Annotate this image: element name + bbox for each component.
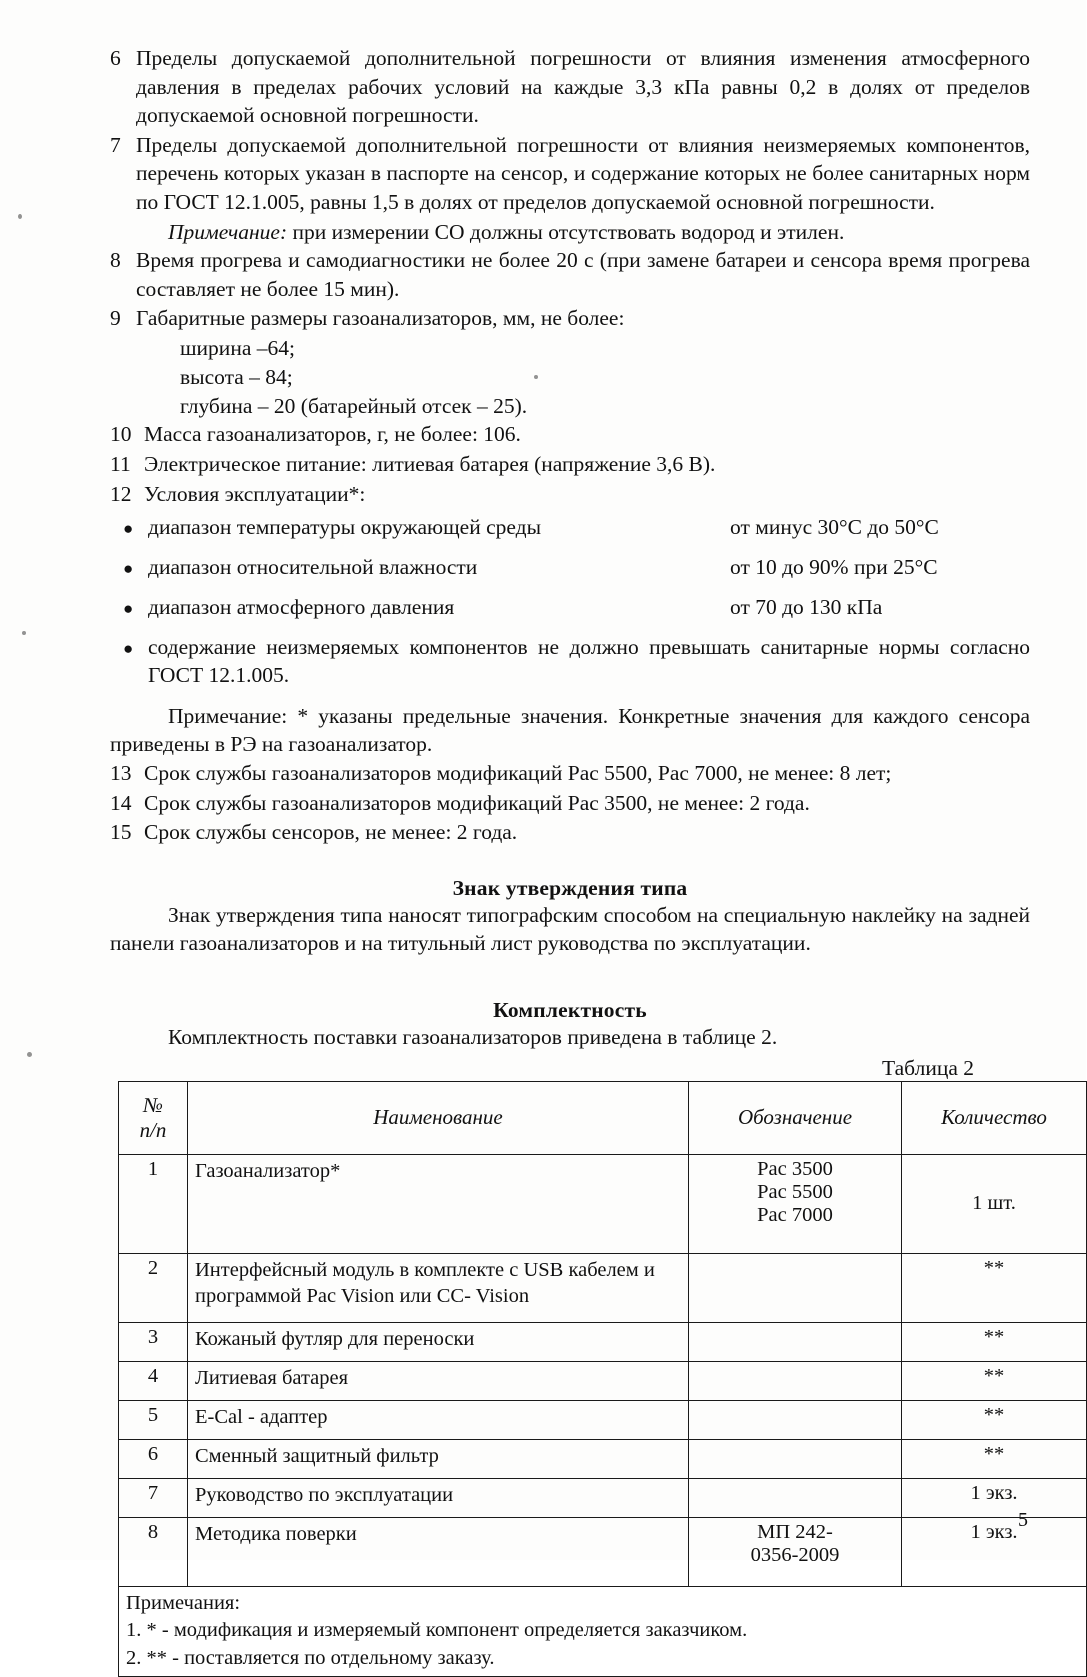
note-star-limits <box>110 702 1030 759</box>
note-co <box>110 218 1030 247</box>
table-row <box>119 1322 1087 1361</box>
clause-13-text: Срок службы газоанализаторов модификаций Pac 5500, Pac 7000, не менее: 8 лет; <box>144 760 892 785</box>
cell-designation <box>689 1322 902 1361</box>
section-paragraph-type-mark: Знак утверждения типа наносят типографским способом на специальную наклейку на задней панели газоанализаторов и на титульный лист руководства по эксплуатации. <box>110 902 1030 956</box>
document-body <box>110 44 1047 1677</box>
cell-number: 5 <box>119 1400 188 1439</box>
clause-13-number: 13 <box>110 760 132 785</box>
completeness-table <box>118 1081 1087 1677</box>
table-row <box>119 1478 1087 1517</box>
clause-12-text: Условия эксплуатации*: <box>144 481 366 506</box>
cell-number: 1 <box>119 1154 188 1253</box>
clause-10 <box>110 420 1030 449</box>
column-header-quantity: Количество <box>902 1081 1087 1154</box>
clause-12 <box>110 480 1030 509</box>
operating-conditions-list <box>110 514 1030 690</box>
cell-quantity: ** <box>902 1253 1087 1322</box>
clause-8-number: 8 <box>110 248 121 273</box>
cell-name: Сменный защитный фильтр <box>188 1439 689 1478</box>
cell-designation: Pac 3500 Pac 5500 Pac 7000 <box>689 1154 902 1253</box>
section-heading-completeness: Комплектность <box>493 997 647 1022</box>
cell-quantity: 1 шт. <box>902 1154 1087 1253</box>
clause-7-number: 7 <box>110 132 121 157</box>
cell-designation <box>689 1253 902 1322</box>
clause-12-number: 12 <box>110 481 132 506</box>
condition-value-temperature: от минус 30°С до 50°С <box>730 515 939 540</box>
condition-row-temperature <box>110 514 1030 542</box>
clause-9 <box>110 304 1030 333</box>
table-header <box>119 1081 1087 1154</box>
clause-11-text: Электрическое питание: литиевая батарея (напряжение 3,6 В). <box>144 451 716 476</box>
cell-name: Газоанализатор* <box>188 1154 689 1253</box>
note-star-text: Примечание: * указаны предельные значения. Конкретные значения для каждого сенсора приведены в РЭ на газоанализатор. <box>110 703 1030 757</box>
clause-6-text: Пределы допускаемой дополнительной погрешности от влияния изменения атмосферного давления в пределах рабочих условий на каждые 3,3 кПа равны 0,2 в долях от пределов допускаемой основной погрешности. <box>136 46 1030 128</box>
dimension-depth: глубина – 20 (батарейный отсек – 25). <box>180 393 528 418</box>
table-row <box>119 1253 1087 1322</box>
clause-13 <box>110 759 1030 788</box>
table-notes-row <box>119 1586 1087 1677</box>
clause-14 <box>110 789 1030 818</box>
cell-number: 4 <box>119 1361 188 1400</box>
table-caption: Таблица 2 <box>882 1055 974 1080</box>
cell-name: Интерфейсный модуль в комплекте с USB кабелем и программой Pac Vision или CC- Vision <box>188 1253 689 1322</box>
cell-designation: МП 242- 0356-2009 <box>689 1517 902 1586</box>
table-row <box>119 1154 1087 1253</box>
cell-number: 3 <box>119 1322 188 1361</box>
condition-value-pressure: от 70 до 130 кПа <box>730 594 883 619</box>
bullet-icon: ● <box>123 519 134 539</box>
clause-9-text: Габаритные размеры газоанализаторов, мм, не более: <box>136 306 625 331</box>
condition-row-components <box>110 634 1030 690</box>
cell-designation <box>689 1478 902 1517</box>
notes-title: Примечания: <box>126 1591 241 1614</box>
clause-15-text: Срок службы сенсоров, не менее: 2 года. <box>144 820 518 845</box>
clause-15-number: 15 <box>110 820 132 845</box>
notes-line-2: 2. ** - поставляется по отдельному заказу. <box>126 1647 495 1670</box>
cell-quantity: ** <box>902 1400 1087 1439</box>
cell-designation <box>689 1439 902 1478</box>
cell-quantity: 1 экз. <box>902 1478 1087 1517</box>
table-notes <box>119 1586 1087 1677</box>
note-co-text: при измерении СО должны отсутствовать водород и этилен. <box>287 219 845 244</box>
scan-speckle <box>18 214 22 219</box>
condition-label-temperature: диапазон температуры окружающей среды <box>148 515 542 540</box>
clause-11-number: 11 <box>110 451 131 476</box>
table-body <box>119 1154 1087 1677</box>
clause-7 <box>110 131 1030 217</box>
cell-name: E-Cal - адаптер <box>188 1400 689 1439</box>
cell-name: Кожаный футляр для переноски <box>188 1322 689 1361</box>
cell-number: 2 <box>119 1253 188 1322</box>
cell-designation <box>689 1361 902 1400</box>
clause-9-number: 9 <box>110 306 121 331</box>
section-paragraph-completeness: Комплектность поставки газоанализаторов приведена в таблице 2. <box>168 1024 778 1049</box>
clause-10-text: Масса газоанализаторов, г, не более: 106. <box>144 422 521 447</box>
column-header-name: Наименование <box>188 1081 689 1154</box>
cell-name: Методика поверки <box>188 1517 689 1586</box>
notes-line-1: 1. * - модификация и измеряемый компонент определяется заказчиком. <box>126 1619 748 1642</box>
table-row <box>119 1361 1087 1400</box>
cell-number: 8 <box>119 1517 188 1586</box>
scan-speckle <box>27 1052 32 1057</box>
table-row <box>119 1439 1087 1478</box>
clause-14-number: 14 <box>110 790 132 815</box>
clause-14-text: Срок службы газоанализаторов модификаций Pac 3500, не менее: 2 года. <box>144 790 810 815</box>
cell-quantity: ** <box>902 1361 1087 1400</box>
cell-quantity: 1 экз. <box>902 1517 1087 1586</box>
page-number: 5 <box>1018 1509 1028 1531</box>
clause-6 <box>110 44 1030 130</box>
column-header-number: № п/п <box>119 1081 188 1154</box>
condition-label-humidity: диапазон относительной влажности <box>148 555 478 580</box>
clause-8 <box>110 246 1030 303</box>
dimension-width: ширина –64; <box>180 335 295 360</box>
bullet-icon: ● <box>123 598 134 618</box>
clause-6-number: 6 <box>110 46 121 70</box>
table-header-row <box>119 1081 1087 1154</box>
cell-quantity: ** <box>902 1322 1087 1361</box>
clause-11 <box>110 450 1030 479</box>
cell-number: 7 <box>119 1478 188 1517</box>
bullet-icon: ● <box>123 638 134 658</box>
column-header-designation: Обозначение <box>689 1081 902 1154</box>
condition-row-humidity <box>110 554 1030 582</box>
cell-quantity: ** <box>902 1439 1087 1478</box>
table-row <box>119 1400 1087 1439</box>
clause-10-number: 10 <box>110 422 132 447</box>
dimension-height: высота – 84; <box>180 364 293 389</box>
clause-8-text: Время прогрева и самодиагностики не более 20 с (при замене батареи и сенсора время прогрева составляет не более 15 мин). <box>136 248 1030 301</box>
scan-speckle <box>22 631 26 635</box>
cell-name: Литиевая батарея <box>188 1361 689 1400</box>
clause-7-text: Пределы допускаемой дополнительной погрешности от влияния неизмеряемых компонентов, перечень которых указан в паспорте на сенсор, и содержание которых не более санитарных норм по ГОСТ 12.1.005, равны 1,5 в долях от пределов допускаемой основной погрешности. <box>136 132 1030 214</box>
cell-number: 6 <box>119 1439 188 1478</box>
table-row <box>119 1517 1087 1586</box>
cell-designation <box>689 1400 902 1439</box>
condition-text-components: содержание неизмеряемых компонентов не должно превышать санитарные нормы согласно ГОСТ 12.1.005. <box>148 634 1030 687</box>
condition-value-humidity: от 10 до 90% при 25°С <box>730 555 938 580</box>
section-heading-type-mark: Знак утверждения типа <box>452 875 688 900</box>
condition-label-pressure: диапазон атмосферного давления <box>148 594 455 619</box>
clause-15 <box>110 818 1030 847</box>
note-co-label: Примечание: <box>168 219 288 244</box>
condition-row-pressure <box>110 594 1030 622</box>
cell-name: Руководство по эксплуатации <box>188 1478 689 1517</box>
bullet-icon: ● <box>123 559 134 579</box>
